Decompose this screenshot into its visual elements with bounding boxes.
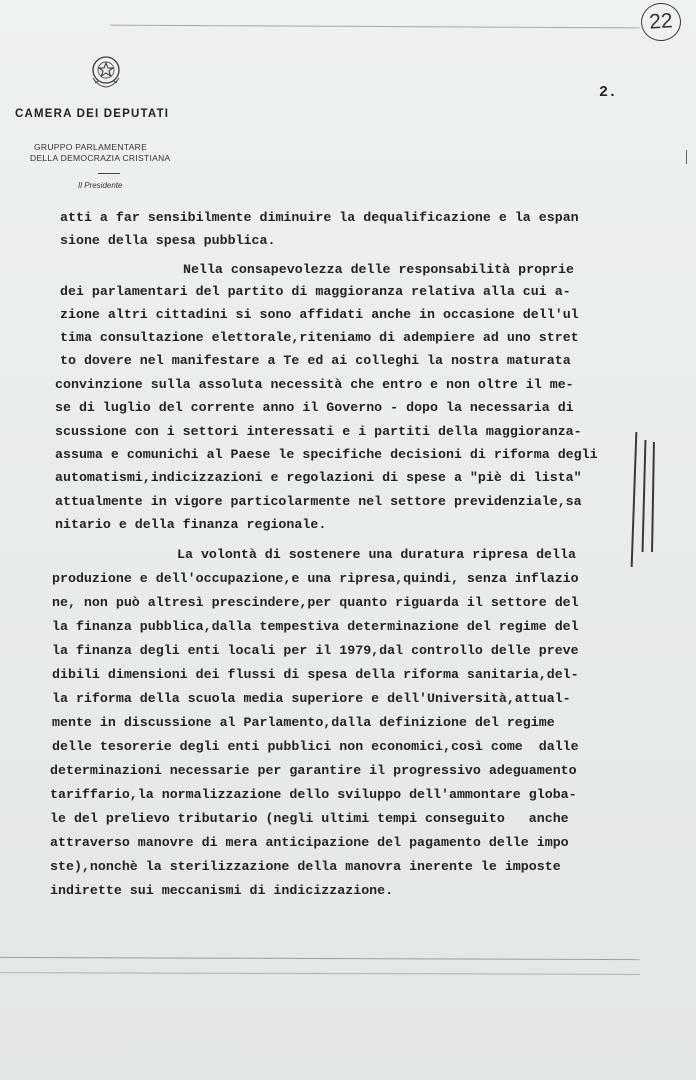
text-line: nitario e della finanza regionale. xyxy=(55,517,327,532)
text-line: attraverso manovre di mera anticipazione del pagamento delle impo xyxy=(50,835,569,850)
text-line: sione della spesa pubblica. xyxy=(60,233,276,248)
text-line: produzione e dell'occupazione,e una ripresa,quindi, senza inflazio xyxy=(52,571,579,586)
text-line: delle tesorerie degli enti pubblici non economici,così come dalle xyxy=(52,739,579,754)
text-line: le del prelievo tributario (negli ultimi tempi conseguito anche xyxy=(50,811,569,826)
text-line: ne, non può altresì prescindere,per quanto riguarda il settore del xyxy=(52,595,579,610)
text-line: atti a far sensibilmente diminuire la dequalificazione e la espan xyxy=(60,210,579,225)
text-line: se di luglio del corrente anno il Governo - dopo la necessaria di xyxy=(55,400,574,415)
text-line: indirette sui meccanismi di indicizzazione. xyxy=(50,883,394,898)
text-line: zione altri cittadini si sono affidati anche in occasione dell'ul xyxy=(60,307,579,322)
text-line: Nella consapevolezza delle responsabilità proprie xyxy=(183,262,574,277)
header-president: Il Presidente xyxy=(78,181,123,190)
text-line: scussione con i settori interessati e i partiti della maggioranza- xyxy=(55,424,582,439)
text-line: convinzione sulla assoluta necessità che entro e non oltre il me- xyxy=(55,377,574,392)
text-line: ste),nonchè la sterilizzazione della manovra inerente le imposte xyxy=(50,859,561,874)
text-line: dei parlamentari del partito di maggioranza relativa alla cui a- xyxy=(60,284,571,299)
text-line: to dovere nel manifestare a Te ed ai colleghi la nostra maturata xyxy=(60,353,571,368)
text-line: automatismi,indicizzazioni e regolazioni di spese a "piè di lista" xyxy=(55,470,582,485)
text-line: dibili dimensioni dei flussi di spesa della riforma sanitaria,del- xyxy=(52,667,579,682)
text-line: attualmente in vigore particolarmente nel settore previdenziale,sa xyxy=(55,494,582,509)
margin-tick xyxy=(686,150,687,164)
page-stamp: 22 xyxy=(640,2,683,43)
text-line: determinazioni necessarie per garantire il progressivo adeguamento xyxy=(50,763,577,778)
text-line: tariffario,la normalizzazione dello sviluppo dell'ammontare globa- xyxy=(50,787,577,802)
header-group-line-2: DELLA DEMOCRAZIA CRISTIANA xyxy=(30,153,171,163)
text-line: assuma e comunichi al Paese le specifiche decisioni di riforma degli xyxy=(55,447,598,462)
text-line: la finanza degli enti locali per il 1979,dal controllo delle preve xyxy=(52,643,579,658)
text-line: tima consultazione elettorale,riteniamo di adempiere ad uno stret xyxy=(60,330,579,345)
text-line: la riforma della scuola media superiore e dell'Università,attual- xyxy=(52,691,571,706)
text-line: la finanza pubblica,dalla tempestiva determinazione del regime del xyxy=(52,619,579,634)
header-group-line-1: GRUPPO PARLAMENTARE xyxy=(34,142,148,152)
header-organization: CAMERA DEI DEPUTATI xyxy=(15,108,170,120)
page-number: 2. xyxy=(599,84,618,101)
text-line: La volontà di sostenere una duratura ripresa della xyxy=(177,547,576,562)
text-line: mente in discussione al Parlamento,dalla definizione del regime xyxy=(52,715,555,730)
